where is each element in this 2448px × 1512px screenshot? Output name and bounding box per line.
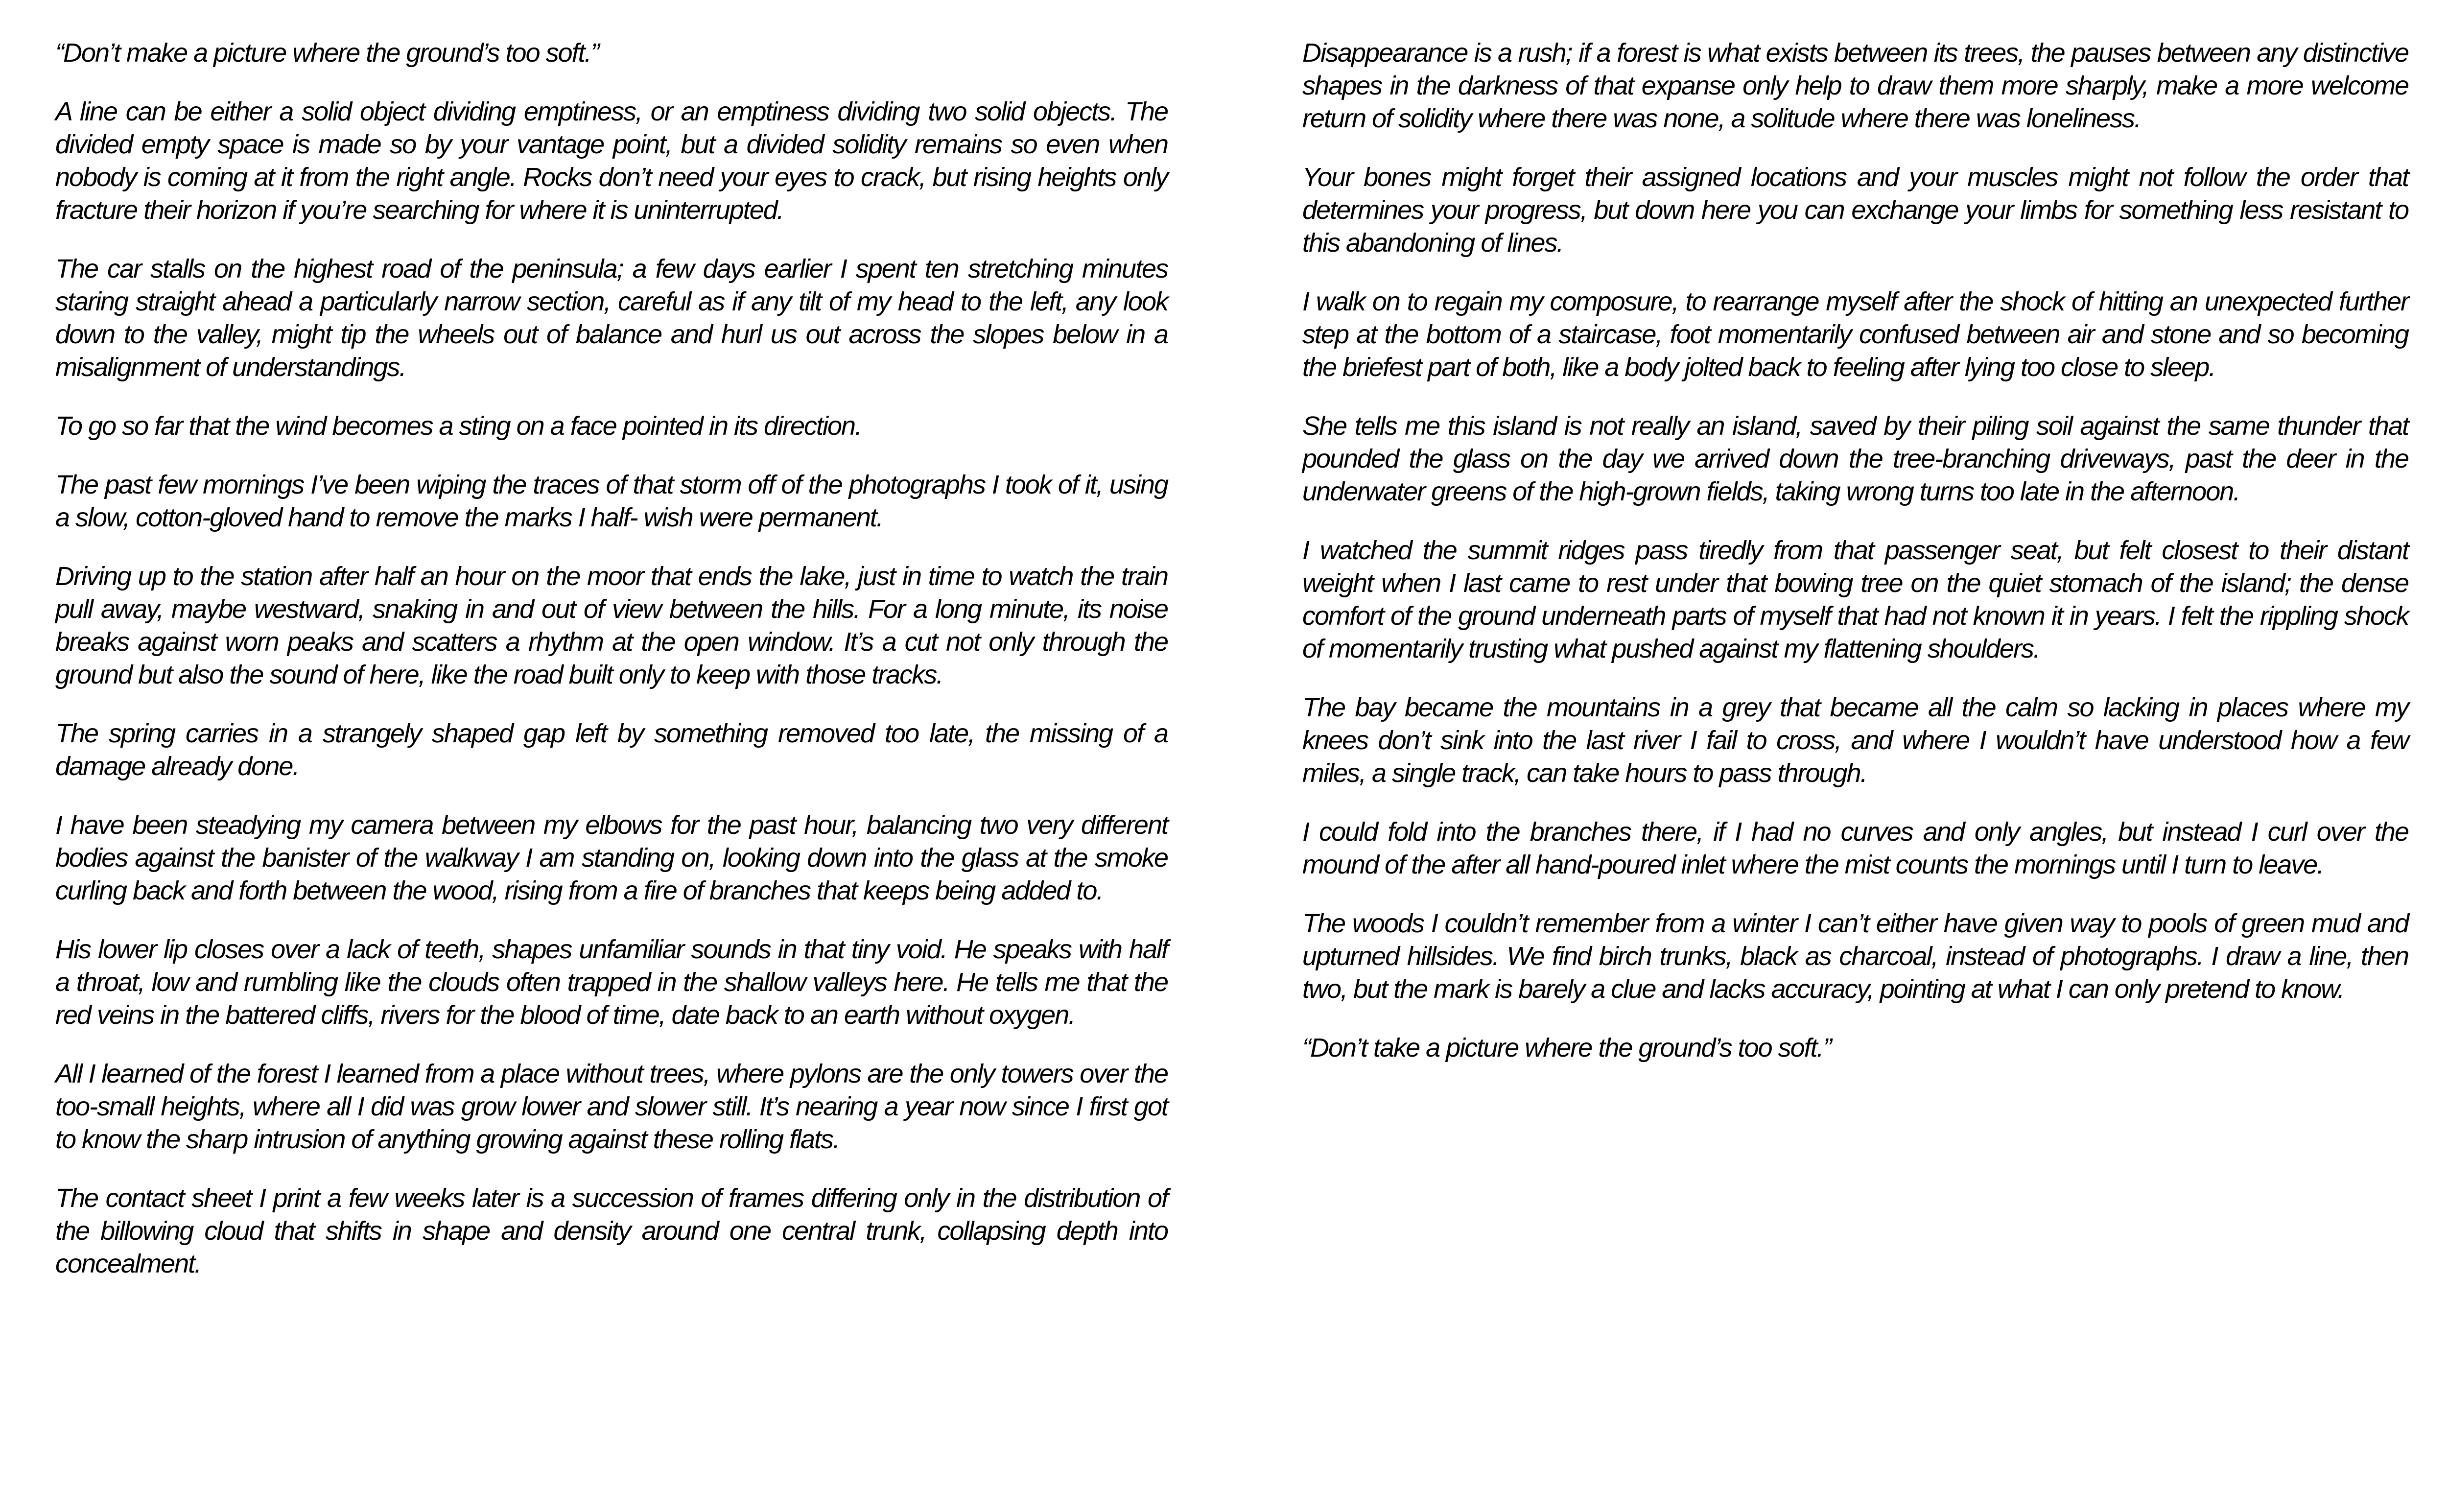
paragraph: I walk on to regain my composure, to rearrange myself after the shock of hitting an unexpected further step at the bottom of a staircase, foot momentarily confused between air and stone and so becoming the briefest part of both, like a body jolted back to feeling after lying too close to sleep. [1302,287,2408,382]
paragraph: She tells me this island is not really an island, saved by their piling soil against the same thunder that pounded the glass on the day we arrived down the tree-branching driveways, past the deer in the underwater greens of the high-grown fields, taking wrong turns too late in the afternoon. [1302,411,2408,506]
paragraph: The past few mornings I’ve been wiping the traces of that storm off of the photographs I took of it, using a slow, cotton-gloved hand to remove the marks I half- wish were permanent. [55,470,1168,532]
paragraph: I watched the summit ridges pass tiredly from that passenger seat, but felt closest to their distant weight when I last came to rest under that bowing tree on the quiet stomach of the island; the dense comfort of the ground underneath parts of myself that had not known it in years. I felt the rippling shock of momentarily trusting what pushed against my flattening shoulders. [1302,536,2408,663]
paragraph: To go so far that the wind becomes a sting on a face pointed in its direction. [55,411,862,441]
paragraph: “Don’t make a picture where the ground’s too soft.” [55,38,599,68]
paragraph: Your bones might forget their assigned locations and your muscles might not follow the order that determines your progress, but down here you can exchange your limbs for something less resistant to this abandoning of lines. [1302,163,2408,258]
paragraph: The spring carries in a strangely shaped gap left by something removed too late, the missing of a damage already done. [55,719,1168,781]
paragraph: Driving up to the station after half an hour on the moor that ends the lake, just in time to watch the train pull away, maybe westward, snaking in and out of view between the hills. For a long minute, its noise breaks against worn peaks and scatters a rhythm at the open window. It’s a cut not only through the ground but also the sound of here, like the road built only to keep with those tracks. [55,562,1168,689]
paragraph: The car stalls on the highest road of the peninsula; a few days earlier I spent ten stretching minutes staring straight ahead a particularly narrow section, careful as if any tilt of my head to the left, any look down to the valley, might tip the wheels out of balance and hurl us out across the slopes below in a misalignment of understandings. [55,254,1168,382]
paragraph: The woods I couldn’t remember from a winter I can’t either have given way to pools of green mud and upturned hillsides. We find birch trunks, black as charcoal, instead of photographs. I draw a line, then two, but the mark is barely a clue and lacks accuracy, pointing at what I can only pretend to know. [1302,909,2408,1004]
paragraph: Disappearance is a rush; if a forest is what exists between its trees, the pauses between any distinctive shapes in the darkness of that expanse only help to draw them more sharply, make a more welcome return of solidity where there was none, a solitude where there was loneliness. [1302,38,2408,133]
paragraph: I could fold into the branches there, if I had no curves and only angles, but instead I curl over the mound of the after all hand-poured inlet where the mist counts the mornings until I turn to leave. [1302,817,2408,879]
paragraph: The contact sheet I print a few weeks later is a succession of frames differing only in the distribution of the billowing cloud that shifts in shape and density around one central trunk, collapsing depth into concealment. [55,1183,1168,1278]
paragraph: “Don’t take a picture where the ground’s too soft.” [1302,1033,1831,1063]
text-column-left [55,37,1168,1512]
paragraph: The bay became the mountains in a grey that became all the calm so lacking in places where my knees don’t sink into the last river I fail to cross, and where I wouldn’t have understood how a few miles, a single track, can take hours to pass through. [1302,693,2408,788]
paragraph: I have been steadying my camera between my elbows for the past hour, balancing two very different bodies against the banister of the walkway I am standing on, looking down into the glass at the smoke curling back and forth between the wood, rising from a fire of branches that keeps being added to. [55,810,1168,905]
paragraph: All I learned of the forest I learned from a place without trees, where pylons are the only towers over the too-small heights, where all I did was grow lower and slower still. It’s nearing a year now since I first got to know the sharp intrusion of anything growing against these rolling flats. [55,1059,1168,1154]
column-gutter [1168,37,1302,1512]
paragraph: A line can be either a solid object dividing emptiness, or an emptiness dividing two solid objects. The divided empty space is made so by your vantage point, but a divided solidity remains so even when nobody is coming at it from the right angle. Rocks don’t need your eyes to crack, but rising heights only fracture their horizon if you’re searching for where it is uninterrupted. [55,97,1168,225]
paragraph: His lower lip closes over a lack of teeth, shapes unfamiliar sounds in that tiny void. He speaks with half a throat, low and rumbling like the clouds often trapped in the shallow valleys here. He tells me that the red veins in the battered cliffs, rivers for the blood of time, date back to an earth without oxygen. [55,935,1168,1030]
text-column-right [1302,37,2408,1512]
